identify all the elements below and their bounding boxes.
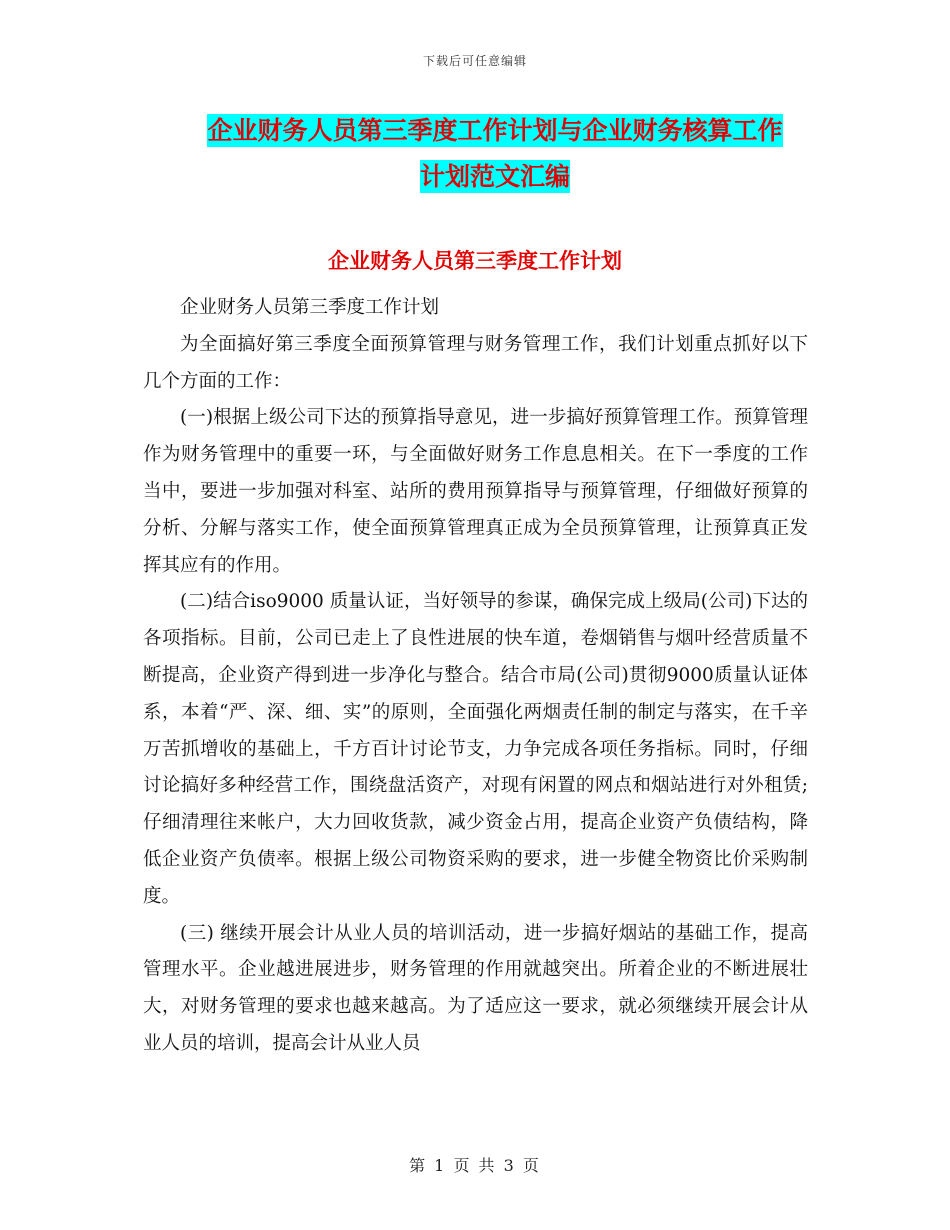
paragraph-intro: 为全面搞好第三季度全面预算管理与财务管理工作，我们计划重点抓好以下几个方面的工作：	[143, 333, 808, 392]
document-body	[143, 290, 808, 1063]
paragraph-item-2: (二)结合iso9000 质量认证，当好领导的参谋，确保完成上级局(公司)下达的各项指标。目前，公司已走上了良性进展的快车道，卷烟销售与烟叶经营质量不断提高，企业资产得到进一步净化与整合。结合市局(公司)贯彻9000质量认证体系，本着“严、深、细、实”的原则，全面强化两烟责任制的制定与落实，在千辛万苦抓增收的基础上，千方百计讨论节支，力争完成各项任务指标。同时，仔细讨论搞好多种经营工作，围绕盘活资产，对现有闲置的网点和烟站进行对外租赁;仔细清理往来帐户，大力回收货款，减少资金占用，提高企业资产负债结构，降低企业资产负债率。根据上级公司物资采购的要求，进一步健全物资比价采购制度。	[143, 591, 808, 907]
document-title-line-2: 计划范文汇编	[419, 162, 570, 191]
section-heading: 企业财务人员第三季度工作计划	[328, 249, 622, 273]
document-title	[150, 108, 840, 200]
page-header-note: 下载后可任意编辑	[422, 54, 527, 68]
paragraph-item-3: (三) 继续开展会计从业人员的培训活动，进一步搞好烟站的基础工作，提高管理水平。企业越进展进步，财务管理的作用就越突出。所着企业的不断进展壮大，对财务管理的要求也越来越高。为了适应这一要求，就必须继续开展会计从业人员的培训，提高会计从业人员	[143, 922, 808, 1054]
paragraph-subtitle: 企业财务人员第三季度工作计划	[180, 297, 440, 318]
paragraph-item-1: (一)根据上级公司下达的预算指导意见，进一步搞好预算管理工作。预算管理作为财务管理中的重要一环，与全面做好财务工作息息相关。在下一季度的工作当中，要进一步加强对科室、站所的费用预算指导与预算管理，仔细做好预算的分析、分解与落实工作，使全面预算管理真正成为全员预算管理，让预算真正发挥其应有的作用。	[143, 407, 808, 576]
page-footer: 第 1 页 共 3 页	[409, 1156, 541, 1175]
document-title-line-1: 企业财务人员第三季度工作计划与企业财务核算工作	[207, 116, 783, 145]
